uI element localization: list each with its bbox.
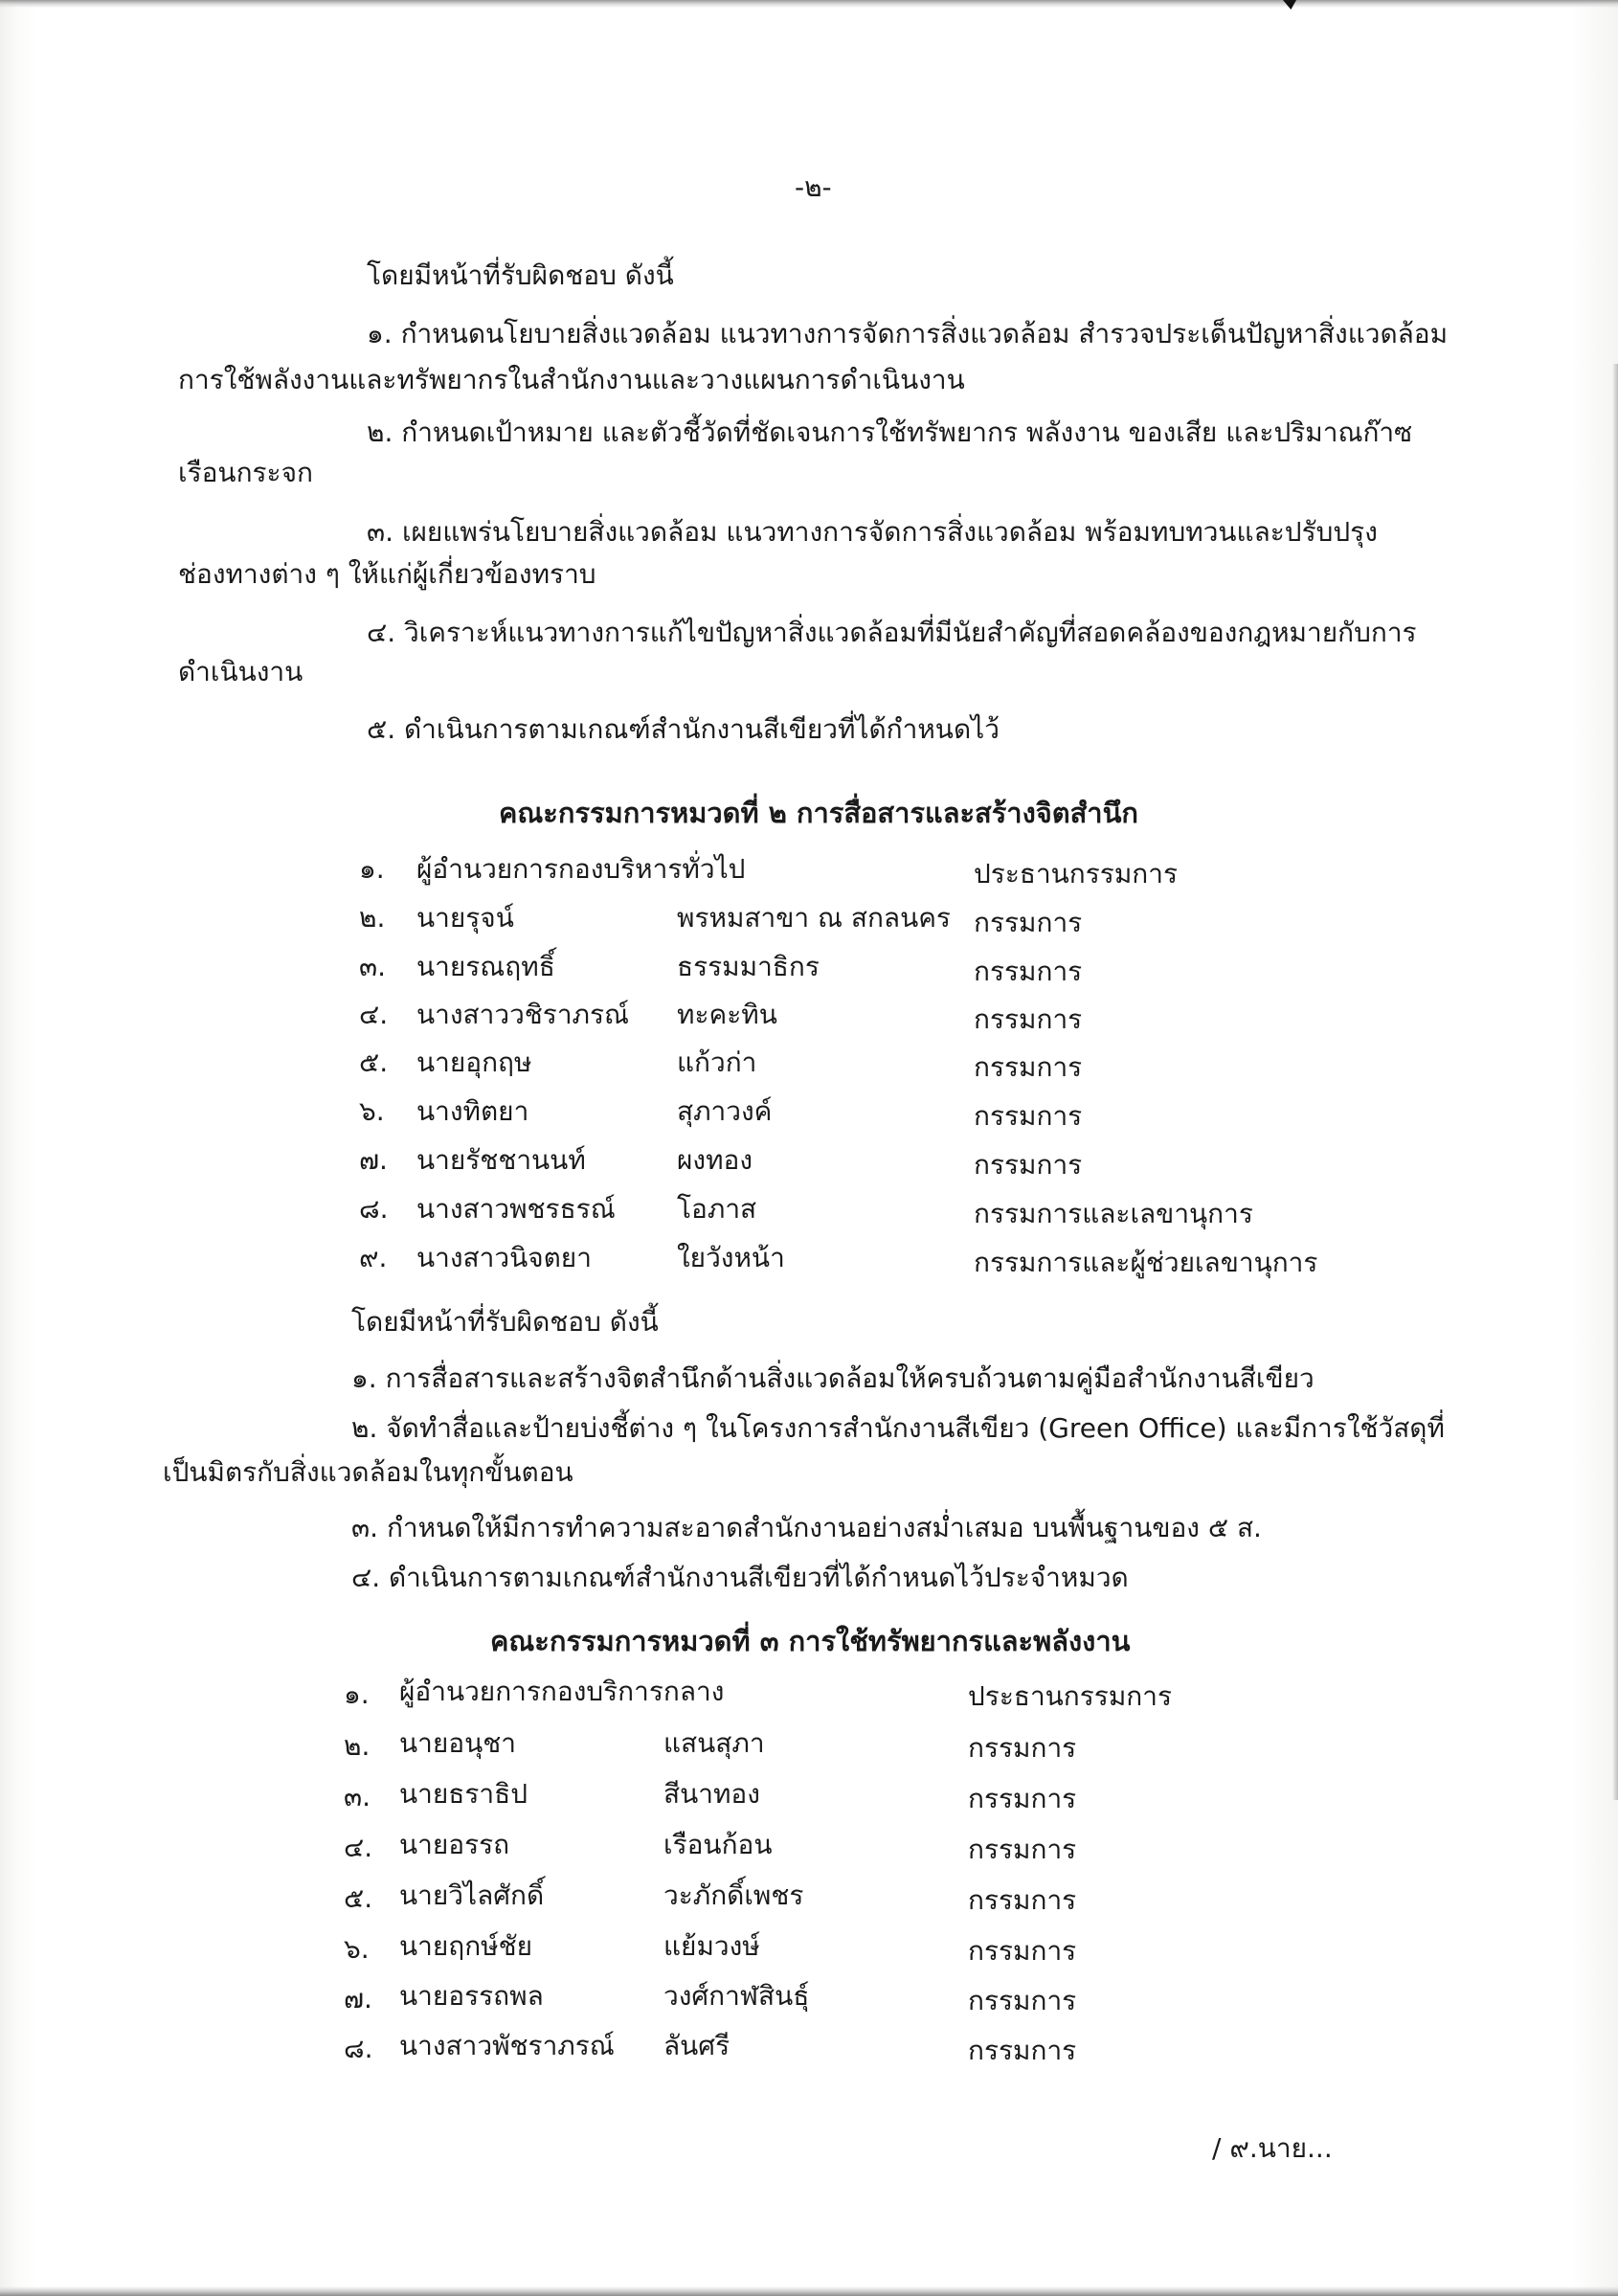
member-surname: แสนสุภา (663, 1727, 765, 1759)
duties-intro-1: โดยมีหน้าที่รับผิดชอบ ดังนี้ (367, 259, 674, 291)
member-number: ๓. (359, 951, 387, 982)
member-surname: ทะคะทิน (677, 999, 777, 1030)
member-role: กรรมการ (968, 1935, 1077, 1967)
member-role: กรรมการ (968, 1834, 1077, 1865)
member-surname: โอภาส (677, 1193, 757, 1225)
member-name: นายอรรถ (399, 1829, 510, 1860)
duty-1-3-line1: ๓. เผยแพร่นโยบายสิ่งแวดล้อม แนวทางการจัดการสิ่งแวดล้อม พร้อมทบทวนและปรับปรุง (367, 516, 1378, 548)
member-number: ๔. (359, 999, 389, 1030)
member-number: ๘. (359, 1193, 389, 1225)
duty-2-2-line2: เป็นมิตรกับสิ่งแวดล้อมในทุกขั้นตอน (163, 1456, 573, 1488)
member-number: ๙. (359, 1242, 388, 1273)
member-number: ๔. (344, 1832, 373, 1863)
member-role: กรรมการ (974, 907, 1083, 938)
duties-intro-2: โดยมีหน้าที่รับผิดชอบ ดังนี้ (351, 1306, 659, 1338)
member-name: นายอรรถพล (399, 1980, 544, 2012)
scan-edge-top (0, 0, 1618, 8)
duty-1-2-line2: เรือนกระจก (178, 457, 313, 488)
continuation-note: / ๙.นาย... (1212, 2132, 1333, 2164)
duty-1-1-line2: การใช้พลังงานและทรัพยากรในสำนักงานและวางแผนการดำเนินงาน (178, 364, 965, 395)
duty-1-2-line1: ๒. กำหนดเป้าหมาย และตัวชี้วัดที่ชัดเจนการใช้ทรัพยากร พลังงาน ของเสีย และปริมาณก๊าซ (367, 416, 1413, 448)
member-name: นายรณฤทธิ์ (416, 951, 555, 982)
member-role: ประธานกรรมการ (968, 1680, 1173, 1712)
member-surname: เรือนก้อน (663, 1829, 773, 1860)
member-role: กรรมการ (968, 1732, 1077, 1764)
member-role: กรรมการ (968, 1985, 1077, 2016)
member-name: นางทิตยา (416, 1095, 529, 1127)
member-role: กรรมการ (968, 1783, 1077, 1814)
member-name: นางสาวพัชราภรณ์ (399, 2030, 615, 2061)
duty-1-4-line2: ดำเนินงาน (178, 656, 303, 687)
duty-1-4-line1: ๔. วิเคราะห์แนวทางการแก้ไขปัญหาสิ่งแวดล้อมที่มีนัยสำคัญที่สอดคล้องของกฎหมายกับการ (367, 617, 1417, 648)
member-role: กรรมการ (974, 1100, 1083, 1132)
member-surname: สุภาวงค์ (677, 1095, 773, 1127)
member-role: กรรมการและผู้ช่วยเลขานุการ (974, 1247, 1318, 1278)
member-surname: แก้วก่า (677, 1047, 757, 1078)
member-number: ๖. (359, 1095, 385, 1127)
member-surname: ผงทอง (677, 1144, 753, 1176)
member-name: นายรัชชานนท์ (416, 1144, 586, 1176)
member-surname: ใยวังหน้า (677, 1242, 785, 1273)
duty-1-1-line1: ๑. กำหนดนโยบายสิ่งแวดล้อม แนวทางการจัดการสิ่งแวดล้อม สำรวจประเด็นปัญหาสิ่งแวดล้อม (367, 318, 1449, 349)
member-surname: ลันศรี (663, 2030, 730, 2061)
member-surname: พรหมสาขา ณ สกลนคร (677, 902, 951, 934)
member-role: กรรมการและเลขานุการ (974, 1198, 1253, 1229)
member-number: ๑. (344, 1678, 370, 1710)
member-name: นายรุจน์ (416, 902, 514, 934)
member-number: ๒. (359, 902, 386, 934)
member-surname: ธรรมมาธิกร (677, 951, 820, 982)
member-number: ๒. (344, 1730, 371, 1762)
member-name: นายวิไลศักดิ์ (399, 1880, 545, 1911)
page-number: -๒- (795, 171, 832, 203)
member-surname: วะภักดิ์เพชร (663, 1880, 804, 1911)
scan-edge-right (1612, 364, 1618, 1800)
member-name: นายอุกฤษ (416, 1047, 532, 1078)
duty-1-5: ๕. ดำเนินการตามเกณฑ์สำนักงานสีเขียวที่ได้กำหนดไว้ (367, 713, 1000, 745)
member-number: ๗. (344, 1983, 372, 2015)
member-number: ๘. (344, 2033, 373, 2064)
member-role: กรรมการ (974, 1149, 1083, 1181)
member-number: ๗. (359, 1144, 388, 1176)
member-surname: วงศ์กาฬสินธุ์ (663, 1980, 810, 2012)
member-role: กรรมการ (974, 1051, 1083, 1083)
member-surname: สีนาทอง (663, 1778, 760, 1810)
duty-2-3: ๓. กำหนดให้มีการทำความสะอาดสำนักงานอย่างสม่ำเสมอ บนพื้นฐานของ ๕ ส. (351, 1512, 1262, 1543)
member-number: ๓. (344, 1781, 371, 1812)
member-role: กรรมการ (974, 956, 1083, 987)
member-name: นายธราธิป (399, 1778, 528, 1810)
member-surname: แย้มวงษ์ (663, 1930, 760, 1962)
committee-3-title: คณะกรรมการหมวดที่ ๓ การใช้ทรัพยากรและพลังงาน (490, 1625, 1131, 1657)
member-number: ๕. (359, 1047, 389, 1078)
member-name: ผู้อำนวยการกองบริการกลาง (399, 1676, 725, 1707)
member-name: ผู้อำนวยการกองบริหารทั่วไป (416, 853, 746, 885)
member-role: กรรมการ (974, 1003, 1083, 1035)
member-role: กรรมการ (968, 2035, 1077, 2066)
duty-2-2-line1: ๒. จัดทำสื่อและป้ายบ่งชี้ต่าง ๆ ในโครงการสำนักงานสีเขียว (Green Office) และมีการใช้วัสดุที่ (351, 1412, 1445, 1444)
member-number: ๕. (344, 1882, 373, 1914)
duty-2-1: ๑. การสื่อสารและสร้างจิตสำนึกด้านสิ่งแวดล้อมให้ครบถ้วนตามคู่มือสำนักงานสีเขียว (351, 1362, 1315, 1394)
committee-2-title: คณะกรรมการหมวดที่ ๒ การสื่อสารและสร้างจิตสำนึก (499, 797, 1138, 829)
scan-edge-bottom (0, 2286, 1618, 2296)
member-name: นายฤกษ์ชัย (399, 1930, 533, 1962)
member-name: นายอนุชา (399, 1727, 516, 1759)
member-role: ประธานกรรมการ (974, 858, 1179, 889)
member-name: นางสาววชิราภรณ์ (416, 999, 630, 1030)
member-name: นางสาวพชรธรณ์ (416, 1193, 616, 1225)
member-role: กรรมการ (968, 1884, 1077, 1916)
duty-2-4: ๔. ดำเนินการตามเกณฑ์สำนักงานสีเขียวที่ได้กำหนดไว้ประจำหมวด (351, 1562, 1129, 1593)
duty-1-3-line2: ช่องทางต่าง ๆ ให้แก่ผู้เกี่ยวข้องทราบ (178, 558, 596, 590)
member-name: นางสาวนิจตยา (416, 1242, 592, 1273)
member-number: ๑. (359, 853, 385, 885)
member-number: ๖. (344, 1933, 370, 1965)
